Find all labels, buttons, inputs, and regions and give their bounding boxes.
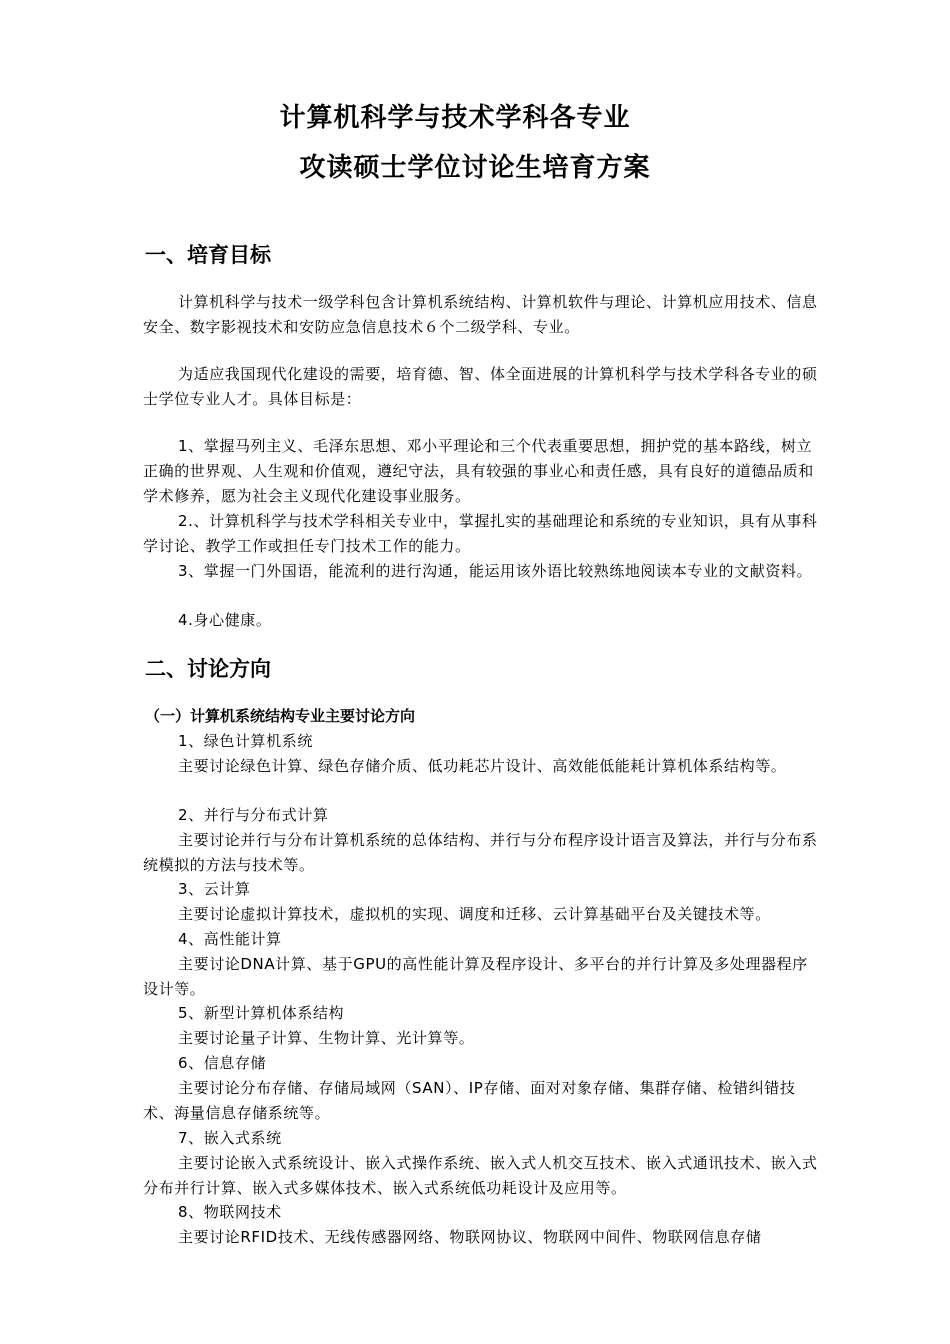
section-heading-goals: 一、培育目标 [145, 243, 271, 267]
document-title-line1: 计算机科学与技术学科各专业 [279, 103, 631, 133]
direction-title-7: 7、嵌入式系统 [178, 1129, 282, 1147]
direction-title-4: 4、高性能计算 [178, 930, 282, 948]
direction-desc-7: 主要讨论嵌入式系统设计、嵌入式操作系统、嵌入式人机交互技术、嵌入式通讯技术、嵌入式分布并行计算、嵌入式多媒体技术、嵌入式系统低功耗设计及应用等。 [143, 1154, 818, 1197]
section-heading-directions: 二、讨论方向 [145, 657, 271, 681]
direction-desc-8: 主要讨论RFID技术、无线传感器网络、物联网协议、物联网中间件、物联网信息存储 [178, 1228, 762, 1246]
document-title-line2: 攻读硕士学位讨论生培育方案 [299, 153, 651, 183]
direction-title-1: 1、绿色计算机系统 [178, 732, 313, 750]
paragraph-goal-intro: 为适应我国现代化建设的需要，培育德、智、体全面进展的计算机科学与技术学科各专业的硕士学位专业人才。具体目标是： [143, 365, 818, 408]
direction-title-2: 2、并行与分布式计算 [178, 806, 329, 824]
goal-item-1: 1、掌握马列主义、毛泽东思想、邓小平理论和三个代表重要思想，拥护党的基本路线，树立正确的世界观、人生观和价值观，遵纪守法，具有较强的事业心和责任感，具有良好的道德品质和学术修养，愿为社会主义现代化建设事业服务。 [143, 437, 814, 505]
direction-desc-1: 主要讨论绿色计算、绿色存储介质、低功耗芯片设计、高效能低能耗计算机体系结构等。 [178, 757, 787, 775]
direction-desc-2: 主要讨论并行与分布计算机系统的总体结构、并行与分布程序设计语言及算法，并行与分布系统模拟的方法与技术等。 [143, 831, 818, 874]
direction-title-5: 5、新型计算机体系结构 [178, 1004, 345, 1022]
direction-title-6: 6、信息存储 [178, 1054, 267, 1072]
direction-title-8: 8、物联网技术 [178, 1203, 282, 1221]
direction-desc-5: 主要讨论量子计算、生物计算、光计算等。 [178, 1029, 475, 1047]
direction-title-3: 3、云计算 [178, 880, 251, 898]
goal-item-3: 3、掌握一门外国语，能流利的进行沟通，能运用该外语比较熟练地阅读本专业的文献资料。 [178, 562, 813, 580]
goal-item-2: 2.、计算机科学与技术学科相关专业中，掌握扎实的基础理论和系统的专业知识，具有从事科学讨论、教学工作或担任专门技术工作的能力。 [143, 512, 818, 555]
subsection-heading-architecture: （一）计算机系统结构专业主要讨论方向 [145, 707, 416, 725]
direction-desc-3: 主要讨论虚拟计算技术，虚拟机的实现、调度和迁移、云计算基础平台及关键技术等。 [178, 905, 771, 923]
direction-desc-6: 主要讨论分布存储、存储局域网（SAN）、IP存储、面对对象存储、集群存储、检错纠错技术、海量信息存储系统等。 [143, 1079, 796, 1122]
goal-item-4: 4.身心健康。 [178, 611, 272, 629]
direction-desc-4: 主要讨论DNA计算、基于GPU的高性能计算及程序设计、多平台的并行计算及多处理器程序设计等。 [143, 955, 808, 998]
paragraph-discipline-intro: 计算机科学与技术一级学科包含计算机系统结构、计算机软件与理论、计算机应用技术、信息安全、数字影视技术和安防应急信息技术６个二级学科、专业。 [143, 293, 818, 336]
